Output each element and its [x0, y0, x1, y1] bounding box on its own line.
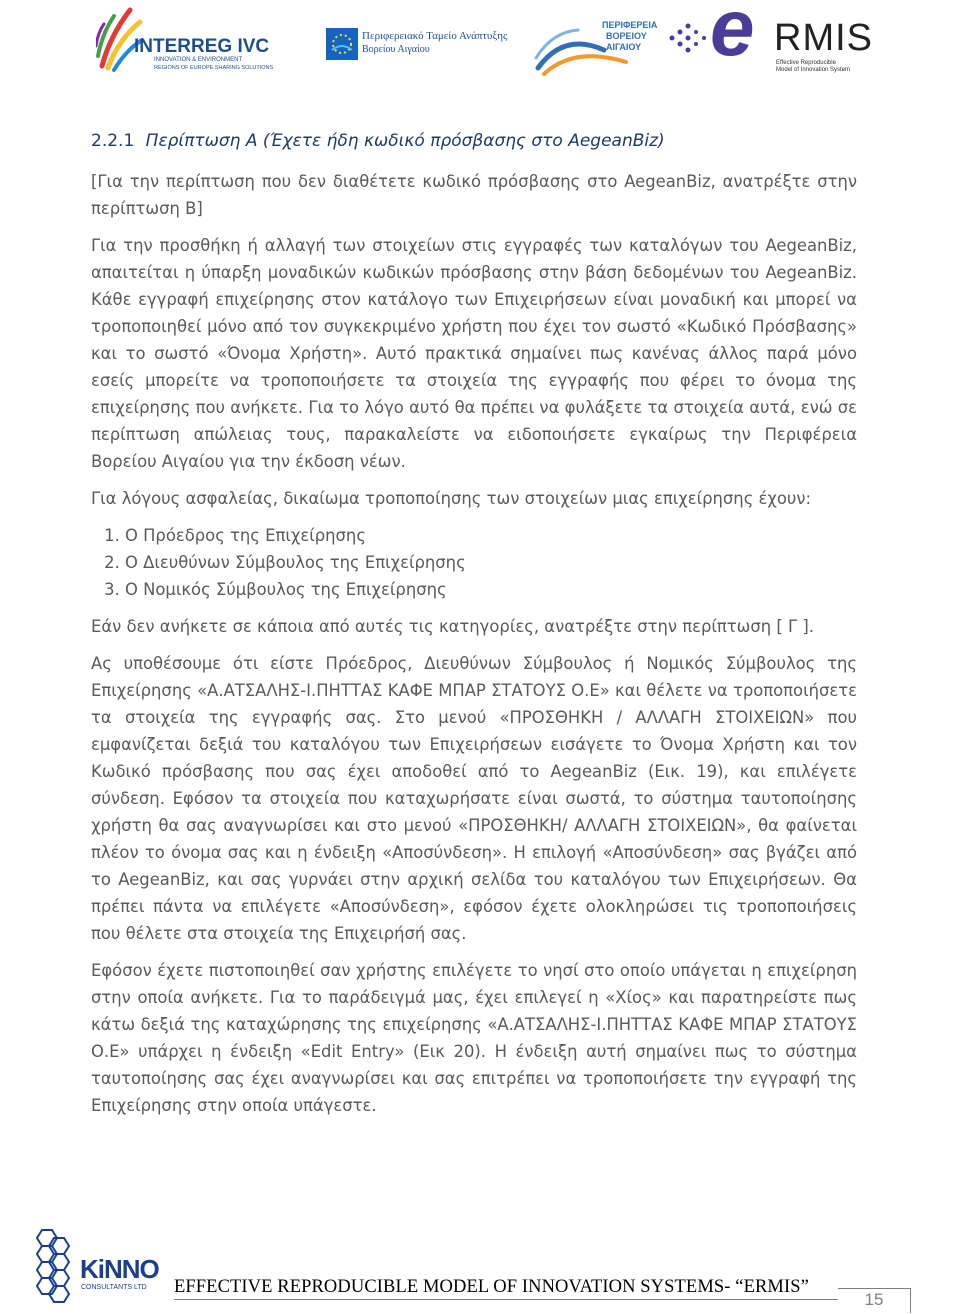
interreg-tagline-2: REGIONS OF EUROPE SHARING SOLUTIONS: [154, 65, 274, 71]
erdf-line-2: Βορείου Αιγαίου: [362, 44, 430, 55]
page-footer: [0, 1220, 960, 1314]
list-item: 1. Ο Πρόεδρος της Επιχείρησης: [125, 522, 857, 549]
ermis-rest: RMIS: [774, 17, 873, 59]
page-header: [0, 0, 960, 90]
paragraph-intro: Για την προσθήκη ή αλλαγή των στοιχείων στις εγγραφές των καταλόγων του AegeanBiz, απαιτείται η ύπαρξη μοναδικών κωδικών πρόσβασης στην βάση δεδομένων του AegeanBiz. Κάθε εγγραφή επιχείρησης στον κατάλογο των Επιχειρήσεων είναι μοναδική και μπορεί να τροποποιηθεί μόνο από τον συγκεκριμένο χρήστη που έχει τον σωστό «Κωδικό Πρόσβασης» και το σωστό «Όνομα Χρήστη». Αυτό πρακτικά σημαίνει πως κανένας άλλος παρά μόνο εσείς μπορείτε να τροποποιήσετε τα στοιχεία της εγγραφής που φέρει το όνομα της επιχείρησης που ανήκετε. Για το λόγο αυτό θα πρέπει να φυλάξετε τα στοιχεία αυτά, ενώ σε περίπτωση απώλειας τους, παρακαλείστε να ειδοποιήσετε εγκαίρως την Περιφέρεια Βορείου Αιγαίου για την έκδοση νέων.: [91, 236, 857, 471]
section-number: 2.2.1: [91, 131, 135, 151]
ermis-logo: [666, 0, 878, 76]
eu-flag-icon: [326, 28, 358, 60]
erdf-logo: [326, 26, 526, 62]
section-title: Περίπτωση Α (Έχετε ήδη κωδικό πρόσβασης στο AegeanBiz): [145, 131, 665, 151]
rights-list: [91, 522, 857, 603]
erdf-line-1: Περιφερειακό Ταμείο Ανάπτυξης: [362, 30, 508, 42]
interreg-logo: [96, 6, 286, 76]
interreg-name: INTERREG IVC: [134, 36, 270, 57]
page-number-box: [838, 1288, 911, 1313]
paragraph-rights: Για λόγους ασφαλείας, δικαίωμα τροποποίησης των στοιχείων μιας επιχείρησης έχουν:: [91, 489, 812, 508]
region-logo: [534, 14, 658, 78]
paragraph-example: Ας υποθέσουμε ότι είστε Πρόεδρος, Διευθύνων Σύμβουλος ή Νομικός Σύμβουλος της Επιχείρησης «Α.ΑΤΣΑΛΗΣ-Ι.ΠΗΤΤΑΣ ΚΑΦΕ ΜΠΑΡ ΣΤΑΤΟΥΣ Ο.Ε» και θέλετε να τροποποιήσετε τα στοιχεία της εγγραφής σας. Στο μενού «ΠΡΟΣΘΗΚΗ / ΑΛΛΑΓΗ ΣΤΟΙΧΕΙΩΝ» που εμφανίζεται δεξιά του καταλόγου των Επιχειρήσεων εισάγετε το Όνομα Χρήστη και τον Κωδικό πρόσβασης που σας έχει αποδοθεί από το AegeanBiz (Εικ. 19), και επιλέγετε σύνδεση. Εφόσον τα στοιχεία που καταχωρήσατε είναι σωστά, το σύστημα ταυτοποίησης χρήστη θα σας αναγνωρίσει και στο μενού «ΠΡΟΣΘΗΚΗ/ ΑΛΛΑΓΗ ΣΤΟΙΧΕΙΩΝ», θα φαίνεται πλέον το όνομα σας και η ένδειξη «Αποσύνδεση». Η επιλογή «Αποσύνδεση» σας βγάζει από το AegeanBiz, και σας γυρνάει στην αρχική σελίδα του καταλόγου των Επιχειρήσεων. Θα πρέπει πάντα να επιλέγετε «Αποσύνδεση», εφόσον έχετε ολοκληρώσει τις τροποποιήσεις που θέλετε στα στοιχεία της Επιχειρήσή σας.: [91, 654, 857, 943]
interreg-tagline-1: INNOVATION & ENVIRONMENT: [154, 57, 243, 63]
page-number: 15: [864, 1290, 884, 1309]
document-body: [91, 128, 857, 1129]
kinno-logo: [30, 1226, 160, 1312]
ermis-dots-icon: [666, 18, 716, 58]
section-heading: [91, 128, 857, 154]
kinno-sub: CONSULTANTS LTD: [81, 1284, 147, 1291]
ermis-tagline-1: Effective Reproducible: [776, 60, 836, 66]
footer-divider: [174, 1299, 838, 1300]
kinno-hexagon-icon: [30, 1226, 76, 1310]
footer-project-title: EFFECTIVE REPRODUCIBLE MODEL OF INNOVATION SYSTEMS- “ERMIS”: [174, 1277, 809, 1297]
list-item: 2. Ο Διευθύνων Σύμβουλος της Επιχείρησης: [125, 549, 857, 576]
paragraph-note: [Για την περίπτωση που δεν διαθέτετε κωδικό πρόσβασης στο AegeanBiz, ανατρέξτε στην περίπτωση Β]: [91, 172, 857, 218]
list-item: 3. Ο Νομικός Σύμβουλος της Επιχείρησης: [125, 576, 857, 603]
kinno-name: KiNNO: [80, 1254, 159, 1284]
paragraph-else: Εάν δεν ανήκετε σε κάποια από αυτές τις κατηγορίες, ανατρέξτε στην περίπτωση [ Γ ].: [91, 617, 814, 636]
paragraph-edit-entry: Εφόσον έχετε πιστοποιηθεί σαν χρήστης επιλέγετε το νησί στο οποίο υπάγεται η επιχείρηση στην οποία ανήκετε. Για το παράδειγμά μας, έχει επιλεγεί η «Χίος» και παρατηρείστε πως κάτω δεξιά της καταχώρησης της επιχείρησης «Α.ΑΤΣΑΛΗΣ-Ι.ΠΗΤΤΑΣ ΚΑΦΕ ΜΠΑΡ ΣΤΑΤΟΥΣ Ο.Ε» υπάρχει η ένδειξη «Edit Entry» (Εικ 20). Η ένδειξη αυτή σημαίνει πως το σύστημα ταυτοποίησης σας έχει αναγνωρίσει και σας επιτρέπει να τροποποιήσετε την εγγραφή της Επιχείρησης στην οποία υπάγεστε.: [91, 961, 857, 1115]
ermis-big-e: e: [710, 0, 755, 72]
ermis-tagline-2: Model of Innovation System: [776, 67, 851, 73]
region-line-1: ΠΕΡΙΦΕΡΕΙΑ: [602, 20, 658, 30]
region-line-3: ΑΙΓΑΙΟΥ: [606, 42, 642, 52]
region-line-2: ΒΟΡΕΙΟΥ: [606, 31, 647, 41]
